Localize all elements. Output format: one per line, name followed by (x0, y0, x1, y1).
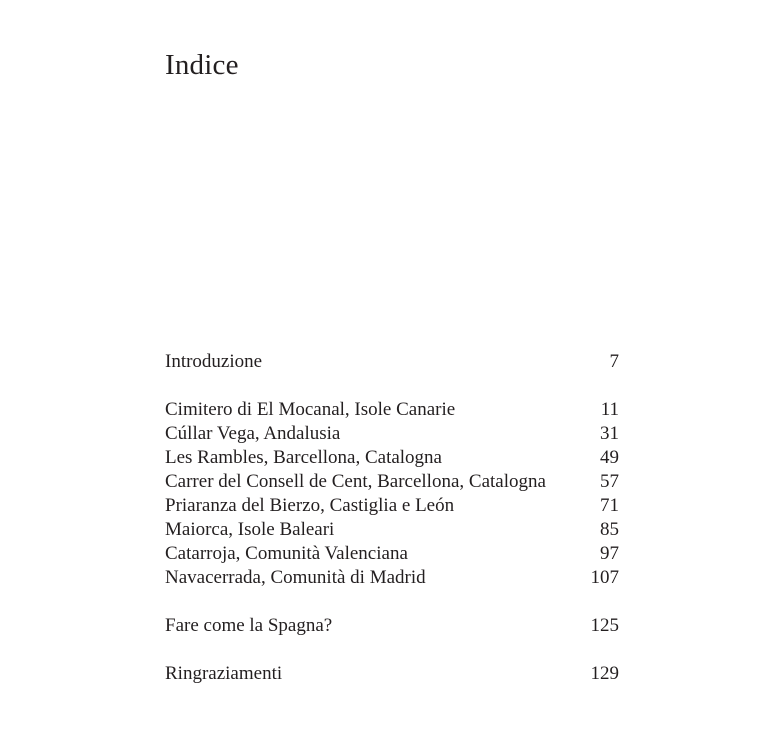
toc-entry (165, 494, 619, 518)
toc-entry-page-number: 7 (609, 351, 619, 372)
toc-entry-title: Introduzione (165, 351, 263, 372)
toc-entry (165, 470, 619, 494)
toc-entry-title: Navacerrada, Comunità di Madrid (165, 567, 426, 588)
toc-entry (165, 662, 619, 686)
toc-entry (165, 542, 619, 566)
toc-entry-title: Priaranza del Bierzo, Castiglia e León (165, 495, 455, 516)
toc-entry-title: Cúllar Vega, Andalusia (165, 423, 341, 444)
toc-entry-page-number: 97 (600, 543, 619, 564)
toc-entry (165, 614, 619, 638)
toc-entry-title: Cimitero di El Mocanal, Isole Canarie (165, 399, 456, 420)
toc-entry-title: Maiorca, Isole Baleari (165, 519, 335, 540)
toc-group-acknowledgements (165, 662, 619, 686)
toc-entry (165, 350, 619, 374)
toc-entry-page-number: 71 (600, 495, 619, 516)
toc-entry-page-number: 129 (590, 663, 619, 684)
toc-entry-page-number: 49 (600, 447, 619, 468)
toc-entry-title: Les Rambles, Barcellona, Catalogna (165, 447, 442, 468)
table-of-contents (165, 350, 619, 686)
toc-group-introduction (165, 350, 619, 374)
toc-entry (165, 446, 619, 470)
page-title: Indice (165, 49, 239, 81)
toc-entry-title: Ringraziamenti (165, 663, 283, 684)
toc-entry-page-number: 107 (590, 567, 619, 588)
toc-group-conclusion (165, 614, 619, 638)
toc-entry-page-number: 31 (600, 423, 619, 444)
toc-entry-page-number: 11 (600, 399, 619, 420)
toc-entry (165, 398, 619, 422)
toc-entry-page-number: 85 (600, 519, 619, 540)
toc-entry-page-number: 125 (590, 615, 619, 636)
toc-entry (165, 518, 619, 542)
toc-entry-page-number: 57 (600, 471, 619, 492)
toc-entry (165, 566, 619, 590)
toc-entry-title: Catarroja, Comunità Valenciana (165, 543, 408, 564)
toc-group-chapters (165, 398, 619, 590)
toc-entry-title: Carrer del Consell de Cent, Barcellona, Catalogna (165, 471, 546, 492)
toc-entry (165, 422, 619, 446)
toc-entry-title: Fare come la Spagna? (165, 615, 333, 636)
